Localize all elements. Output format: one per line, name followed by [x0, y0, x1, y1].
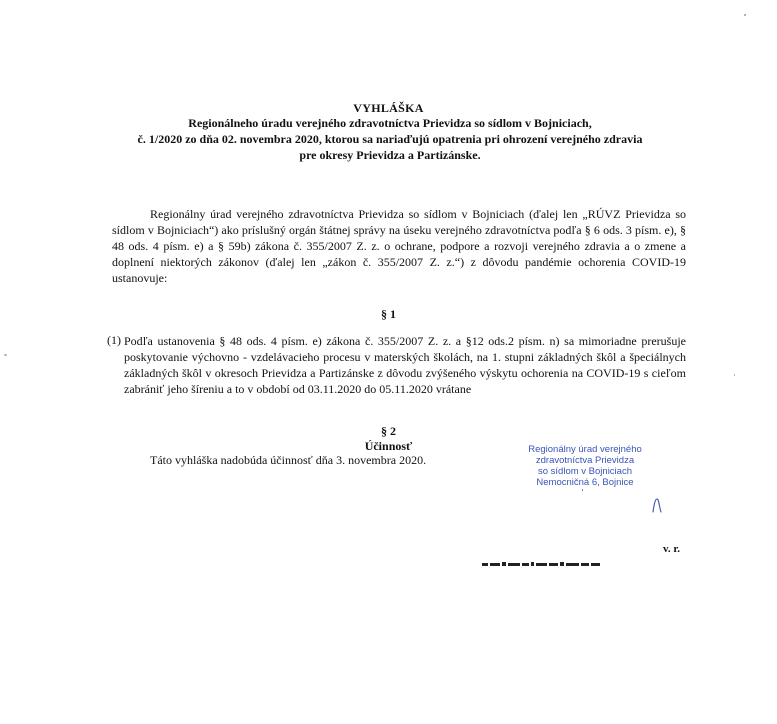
subtitle-line-3: pre okresy Prievidza a Partizánske. — [299, 148, 481, 162]
stamp-line-1: Regionálny úrad verejného — [528, 444, 642, 455]
scan-speck — [734, 374, 735, 376]
scan-speck — [744, 14, 746, 16]
stamp-line-2: zdravotníctva Prievidza — [535, 455, 635, 466]
stamp-line-4: Nemocničná 6, Bojnice — [536, 477, 634, 488]
document-subtitle — [100, 115, 680, 163]
subtitle-line-1: Regionálneho úradu verejného zdravotníctva Prievidza so sídlom v Bojniciach, — [188, 116, 592, 130]
scan-speck — [582, 489, 583, 491]
scan-speck — [4, 354, 7, 356]
item-number: (1) — [107, 333, 121, 347]
section-1-mark: § 1 — [381, 307, 396, 321]
subtitle-line-2: č. 1/2020 zo dňa 02. novembra 2020, ktorou sa nariaďujú opatrenia pri ohrození verejného zdravia — [137, 132, 643, 146]
signature-mark — [650, 496, 664, 514]
document-title: VYHLÁŠKA — [353, 101, 424, 115]
stamp-line-3: so sídlom v Bojniciach — [538, 466, 632, 477]
intro-paragraph: Regionálny úrad verejného zdravotníctva Prievidza so sídlom v Bojniciach (ďalej len „RÚVZ Prievidza so sídlom v Bojniciach“) ako príslušný orgán štátnej správy na úseku verejného zdravotníctva podľa § 6 ods. 3 písm. e), § 48 ods. 4 písm. e) a § 59b) zákona č. 355/2007 Z. z. o ochrane, podpore a rozvoji verejného zdravia a o zmene a doplnení niektorých zákonov (ďalej len „zákon č. 355/2007 Z. z.“) z dôvodu pandémie ochorenia COVID-19 ustanovuje: — [112, 207, 686, 285]
cut-off-signature-line — [482, 561, 600, 567]
effectiveness-heading: Účinnosť — [364, 439, 413, 453]
effectiveness-text: Táto vyhláška nadobúda účinnosť dňa 3. novembra 2020. — [150, 453, 427, 467]
office-stamp — [516, 444, 654, 488]
signature-suffix: v. r. — [663, 543, 681, 555]
section-2-mark: § 2 — [381, 424, 396, 438]
item-text: Podľa ustanovenia § 48 ods. 4 písm. e) zákona č. 355/2007 Z. z. a §12 ods.2 písm. n) sa mimoriadne prerušuje poskytovanie výchovno - vzdelávacieho procesu v materských školách, na 1. stupni základných škôl a špeciálnych základných škôl v okresoch Prievidza a Partizánske z dôvodu zvýšeného výskytu ochorenia na COVID-19 s cieľom zabrániť jeho šíreniu a to v období od 03.11.2020 do 05.11.2020 vrátane — [124, 334, 686, 396]
